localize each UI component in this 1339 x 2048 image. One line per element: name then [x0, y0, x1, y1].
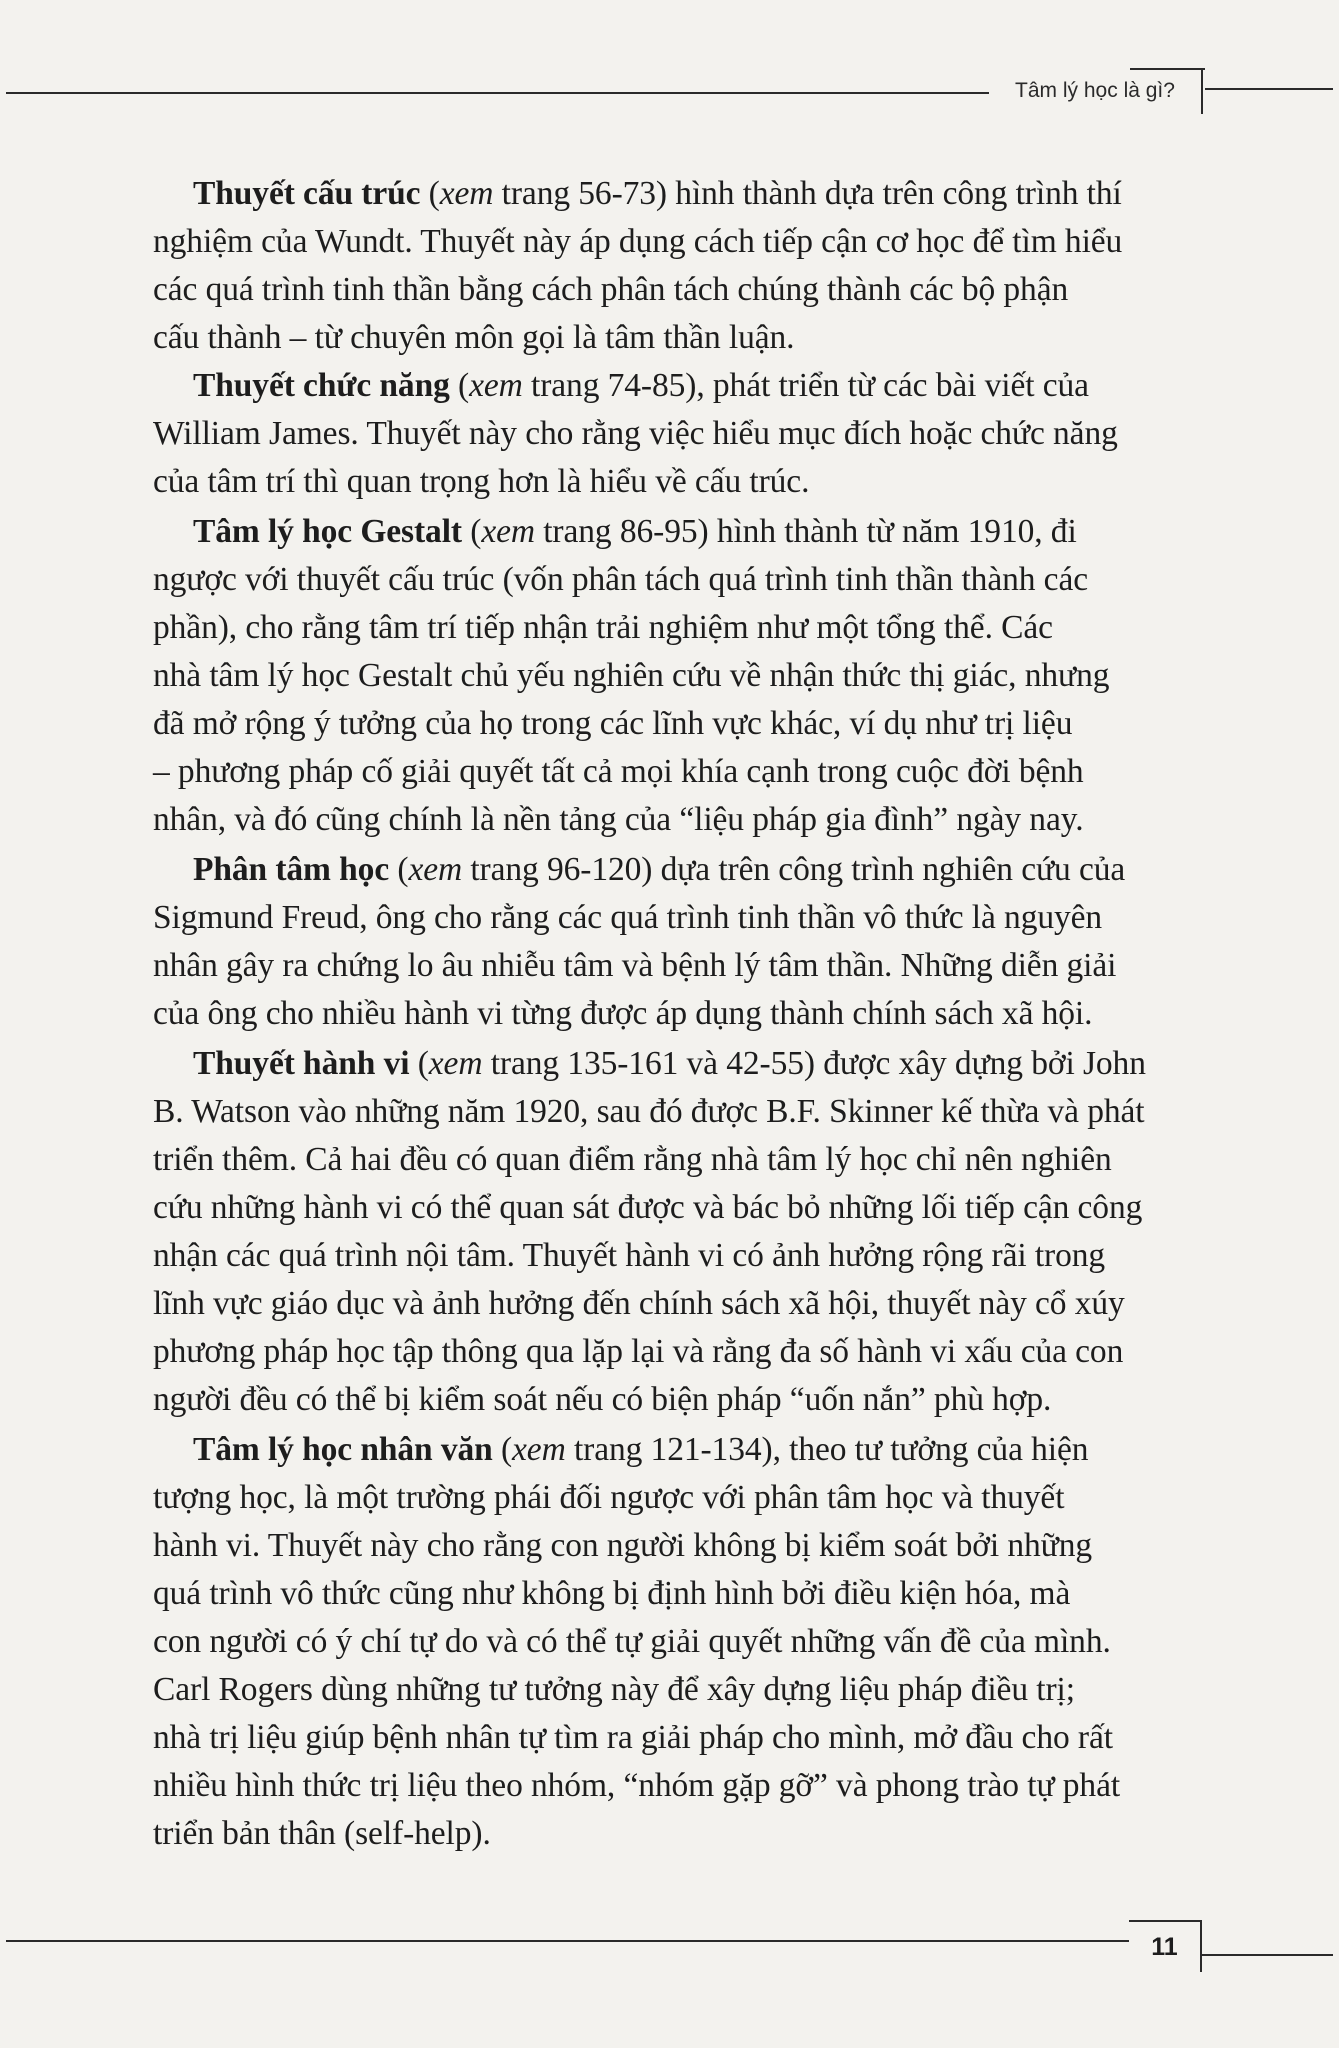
running-title: Tâm lý học là gì? — [989, 68, 1203, 114]
text-line: Sigmund Freud, ông cho rằng các quá trình tinh thần vô thức là nguyên — [153, 899, 1103, 936]
text-line: nhận các quá trình nội tâm. Thuyết hành vi có ảnh hưởng rộng rãi trong — [153, 1237, 1106, 1274]
text-line: các quá trình tinh thần bằng cách phân tách chúng thành các bộ phận — [153, 271, 1069, 308]
text-line: cứu những hành vi có thể quan sát được và bác bỏ những lối tiếp cận công — [153, 1189, 1143, 1226]
text-line: đã mở rộng ý tưởng của họ trong các lĩnh vực khác, ví dụ như trị liệu — [153, 705, 1073, 742]
text-line: nhân, và đó cũng chính là nền tảng của “liệu pháp gia đình” ngày nay. — [153, 801, 1084, 838]
text-line: nhà trị liệu giúp bệnh nhân tự tìm ra giải pháp cho mình, mở đầu cho rất — [153, 1719, 1113, 1756]
header-rule — [6, 92, 989, 94]
text-line: Carl Rogers dùng những tư tưởng này để xây dựng liệu pháp điều trị; — [153, 1671, 1075, 1708]
footer-rule-right — [1200, 1954, 1333, 1956]
term-heading: Phân tâm học — [193, 851, 390, 888]
text-line: trang 96-120) dựa trên công trình nghiên cứu của — [462, 851, 1126, 888]
text-line: nghiệm của Wundt. Thuyết này áp dụng cách tiếp cận cơ học để tìm hiểu — [153, 223, 1123, 260]
see-reference: xem — [428, 1045, 483, 1082]
text-line: của ông cho nhiều hành vi từng được áp dụng thành chính sách xã hội. — [153, 995, 1093, 1032]
text-line: phần), cho rằng tâm trí tiếp nhận trải nghiệm như một tổng thể. Các — [153, 609, 1053, 646]
text-line: cấu thành – từ chuyên môn gọi là tâm thần luận. — [153, 319, 795, 356]
text-line: trang 74-85), phát triển từ các bài viết của — [522, 367, 1089, 404]
see-reference: xem — [481, 513, 535, 550]
paragraph-first-line: Tâm lý học nhân văn (xem trang 121-134), theo tư tưởng của hiện — [193, 1431, 1089, 1468]
see-reference: xem — [408, 851, 463, 888]
header-rule-right — [1205, 88, 1333, 90]
footer-rule — [6, 1940, 1129, 1942]
text-line: nhân gây ra chứng lo âu nhiễu tâm và bệnh lý tâm thần. Những diễn giải — [153, 947, 1117, 984]
text-line: quá trình vô thức cũng như không bị định hình bởi điều kiện hóa, mà — [153, 1575, 1071, 1612]
text-line: – phương pháp cố giải quyết tất cả mọi khía cạnh trong cuộc đời bệnh — [153, 753, 1084, 790]
text-line: trang 121-134), theo tư tưởng của hiện — [565, 1431, 1089, 1468]
text-line: tượng học, là một trường phái đối ngược với phân tâm học và thuyết — [153, 1479, 1065, 1516]
text-line: nhiều hình thức trị liệu theo nhóm, “nhóm gặp gỡ” và phong trào tự phát — [153, 1767, 1121, 1804]
text-line: ngược với thuyết cấu trúc (vốn phân tách quá trình tinh thần thành các — [153, 561, 1088, 598]
see-reference: xem — [512, 1431, 566, 1468]
text-line: triển bản thân (self-help). — [153, 1815, 491, 1852]
paragraph-first-line: Thuyết cấu trúc (xem trang 56-73) hình thành dựa trên công trình thí — [193, 175, 1122, 212]
paragraph-first-line: Phân tâm học (xem trang 96-120) dựa trên công trình nghiên cứu của — [193, 851, 1126, 888]
term-heading: Thuyết hành vi — [193, 1045, 410, 1082]
term-heading: Tâm lý học nhân văn — [193, 1431, 493, 1468]
text-line: con người có ý chí tự do và có thể tự giải quyết những vấn đề của mình. — [153, 1623, 1111, 1660]
see-reference: xem — [439, 175, 494, 212]
text-line: lĩnh vực giáo dục và ảnh hưởng đến chính sách xã hội, thuyết này cổ xúy — [153, 1285, 1125, 1322]
paragraph-first-line: Thuyết chức năng (xem trang 74-85), phát triển từ các bài viết của — [193, 367, 1089, 404]
text-line: trang 86-95) hình thành từ năm 1910, đi — [534, 513, 1077, 550]
text-line: phương pháp học tập thông qua lặp lại và rằng đa số hành vi xấu của con — [153, 1333, 1124, 1370]
text-line: nhà tâm lý học Gestalt chủ yếu nghiên cứu về nhận thức thị giác, nhưng — [153, 657, 1110, 694]
text-line: trang 56-73) hình thành dựa trên công trình thí — [493, 175, 1122, 212]
text-line: trang 135-161 và 42-55) được xây dựng bởi John — [482, 1045, 1146, 1082]
text-line: triển thêm. Cả hai đều có quan điểm rằng nhà tâm lý học chỉ nên nghiên — [153, 1141, 1112, 1178]
term-heading: Thuyết chức năng — [193, 367, 450, 404]
paragraph-first-line: Tâm lý học Gestalt (xem trang 86-95) hình thành từ năm 1910, đi — [193, 513, 1077, 550]
page-number: 11 — [1129, 1920, 1202, 1972]
text-line: B. Watson vào những năm 1920, sau đó được B.F. Skinner kế thừa và phát — [153, 1093, 1145, 1130]
term-heading: Thuyết cấu trúc — [193, 175, 421, 212]
term-heading: Tâm lý học Gestalt — [193, 513, 462, 550]
text-line: hành vi. Thuyết này cho rằng con người không bị kiểm soát bởi những — [153, 1527, 1093, 1564]
text-line: của tâm trí thì quan trọng hơn là hiểu về cấu trúc. — [153, 463, 810, 500]
text-line: William James. Thuyết này cho rằng việc hiểu mục đích hoặc chức năng — [153, 415, 1118, 452]
paragraph-first-line: Thuyết hành vi (xem trang 135-161 và 42-55) được xây dựng bởi John — [193, 1045, 1146, 1082]
see-reference: xem — [469, 367, 523, 404]
text-line: người đều có thể bị kiểm soát nếu có biện pháp “uốn nắn” phù hợp. — [153, 1381, 1052, 1418]
